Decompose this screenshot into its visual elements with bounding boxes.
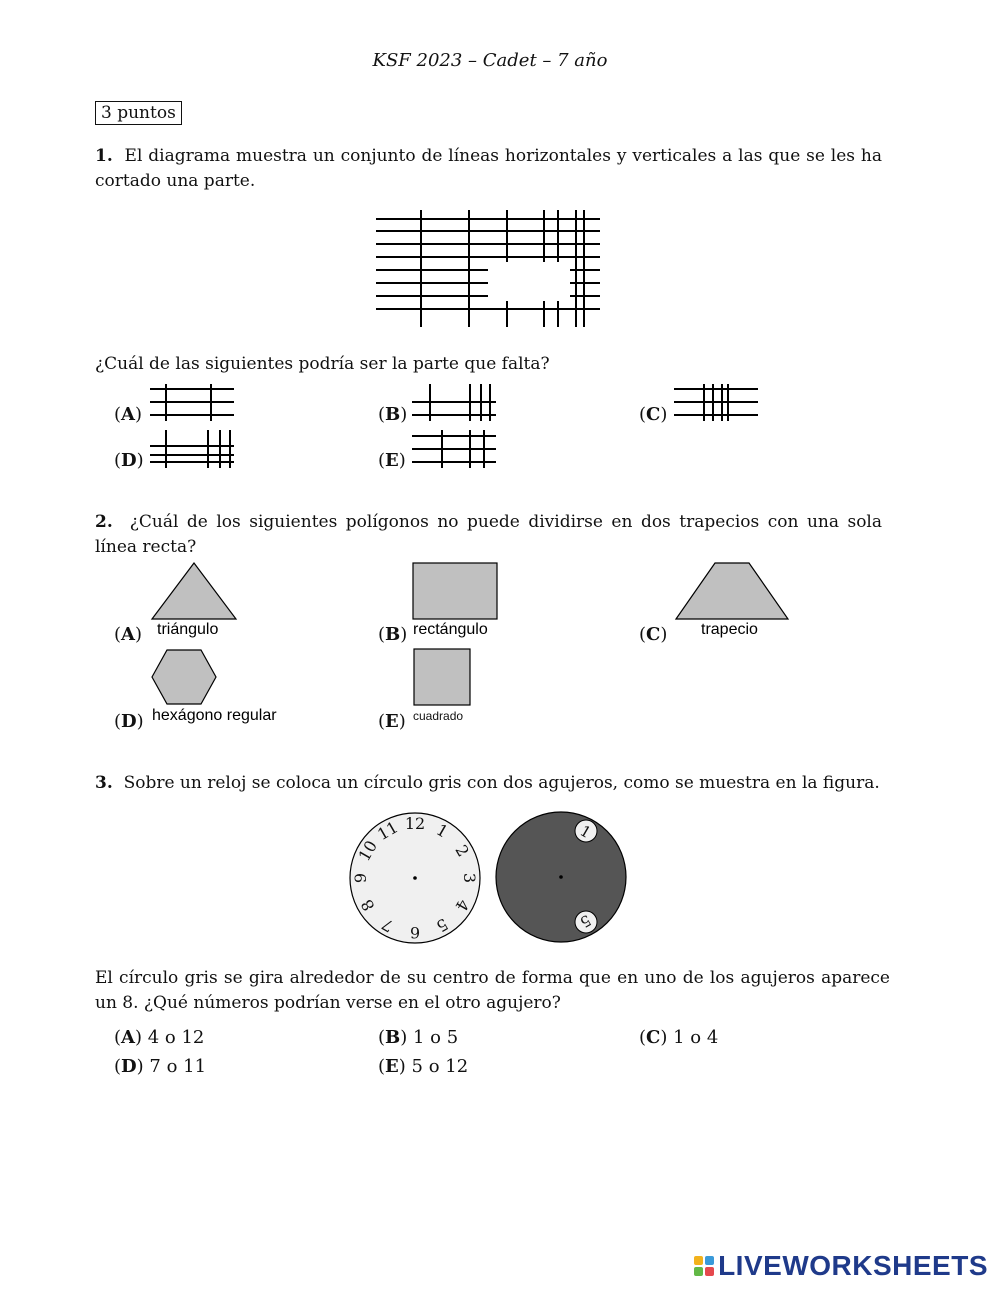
clock-number-7: 7 [378,914,397,937]
q2-option-d-letter: D [121,711,137,732]
clock-number-3: 3 [460,872,479,884]
q1-option-b[interactable]: (B) [378,404,408,425]
q2-option-a[interactable]: (A) [114,624,143,645]
q3-option-a[interactable]: (A) 4 o 12 [114,1027,205,1048]
clock-number-12: 12 [404,814,426,833]
q1-option-a-figure[interactable] [148,383,238,423]
q2-triangle-shape[interactable] [148,560,243,622]
q3-option-b-value: 1 o 5 [413,1027,459,1048]
q3-option-c[interactable]: (C) 1 o 4 [639,1027,719,1048]
clock-number-1: 1 [433,819,452,842]
liveworksheets-brand: LIVEWORKSHEETS [718,1250,988,1281]
clock-number-8: 8 [356,896,379,915]
clock-face [345,810,485,946]
liveworksheets-logo[interactable] [694,1250,988,1282]
q1-option-e-figure[interactable] [410,428,500,470]
question-1-number: 1. [95,146,113,166]
q2-option-e-label: cuadrado [413,709,464,723]
clock-number-6: 6 [409,923,421,942]
q2-option-d[interactable]: (D) [114,711,144,732]
q1-option-d-figure[interactable] [148,428,238,470]
q2-option-b-label: rectángulo [413,621,488,638]
q1-option-b-figure[interactable] [410,383,500,423]
q3-option-a-letter: A [121,1027,135,1048]
q2-option-a-letter: A [121,624,135,645]
q3-option-d-letter: D [121,1056,137,1077]
hole-bottom-number: 5 [576,910,595,932]
q1-option-c-letter: C [646,404,661,425]
q2-option-e[interactable]: (E) [378,711,406,732]
question-1-text [95,144,882,194]
clock-number-10: 10 [354,837,382,865]
q2-option-d-label: hexágono regular [152,707,277,724]
clock-number-11: 11 [374,817,402,845]
q1-option-a-letter: A [121,404,135,425]
question-1-prompt: ¿Cuál de las siguientes podría ser la parte que falta? [95,354,550,374]
q2-option-c-letter: C [646,624,661,645]
q3-option-c-letter: C [646,1027,661,1048]
gray-disc [494,810,630,946]
q2-option-b[interactable]: (B) [378,624,408,645]
question-1-statement: El diagrama muestra un conjunto de líneas horizontales y verticales a las que se les ha cortado una parte. [95,146,882,191]
q1-option-a[interactable]: (A) [114,404,143,425]
clock-number-2: 2 [451,841,474,860]
q3-option-b-letter: B [385,1027,401,1048]
q2-square-shape[interactable] [412,647,474,709]
q3-option-a-value: 4 o 12 [147,1027,205,1048]
question-3-prompt: El círculo gris se gira alrededor de su centro de forma que en uno de los agujeros aparece un 8. ¿Qué números podrían verse en el otro agujero? [95,968,890,1013]
q2-option-c[interactable]: (C) [639,624,668,645]
q2-option-e-letter: E [385,711,399,732]
q2-option-c-label: trapecio [701,621,758,638]
q2-option-b-letter: B [385,624,401,645]
question-2-number: 2. [95,512,113,532]
question-3-number: 3. [95,773,113,793]
liveworksheets-icon [694,1256,714,1276]
q3-option-c-value: 1 o 4 [673,1027,719,1048]
q2-option-a-label: triángulo [157,621,219,638]
question-2-text [95,510,882,560]
clock-number-5: 5 [433,914,452,937]
points-box: 3 puntos [95,101,182,125]
q3-option-e-value: 5 o 12 [411,1056,469,1077]
q3-option-d-value: 7 o 11 [149,1056,207,1077]
question-2-statement: ¿Cuál de los siguientes polígonos no puede dividirse en dos trapecios con una sola línea recta? [95,512,883,557]
q1-option-c-figure[interactable] [672,383,762,423]
question-3-statement: Sobre un reloj se coloca un círculo gris con dos agujeros, como se muestra en la figura. [123,773,880,793]
q1-option-e[interactable]: (E) [378,450,406,471]
q2-rectangle-shape[interactable] [411,561,501,621]
q3-option-e-letter: E [385,1056,399,1077]
question-3-text [95,771,882,796]
grid-diagram [370,205,610,335]
q2-hexagon-shape[interactable] [149,647,221,709]
q1-option-e-letter: E [385,450,399,471]
q3-option-b[interactable]: (B) 1 o 5 [378,1027,459,1048]
q3-option-e[interactable]: (E) 5 o 12 [378,1056,469,1077]
clock-number-9: 9 [351,872,370,884]
hole-top-number: 1 [576,821,595,843]
q1-option-b-letter: B [385,404,401,425]
q1-option-d-letter: D [121,450,137,471]
page-header: KSF 2023 – Cadet – 7 año [372,50,608,71]
q2-trapezoid-shape[interactable] [673,561,793,621]
q1-option-c[interactable]: (C) [639,404,668,425]
q1-option-d[interactable]: (D) [114,450,144,471]
q3-option-d[interactable]: (D) 7 o 11 [114,1056,207,1077]
clock-number-4: 4 [451,896,474,915]
